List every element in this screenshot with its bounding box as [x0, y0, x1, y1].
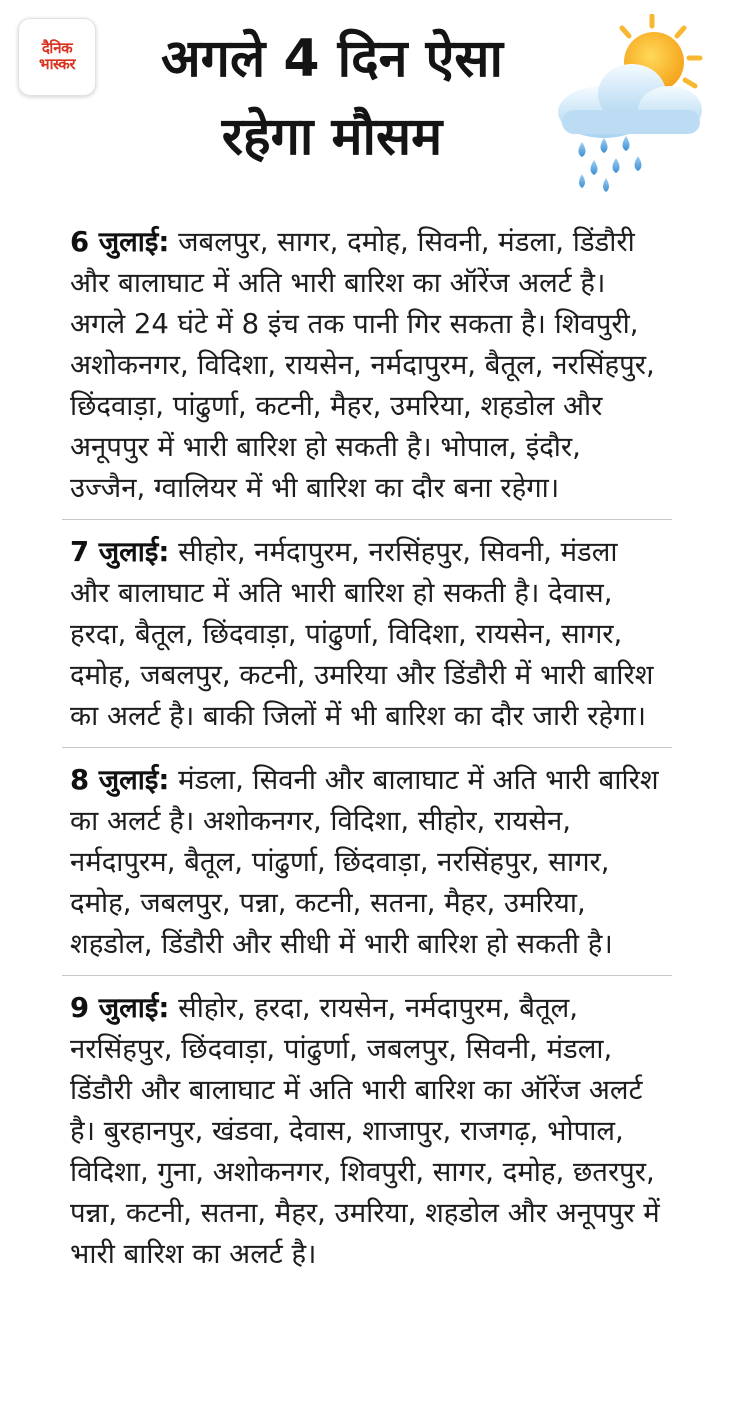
forecast-text: जबलपुर, सागर, दमोह, सिवनी, मंडला, डिंडौरी और बालाघाट में अति भारी बारिश का ऑरेंज अलर्ट है। अगले 24 घंटे में 8 इंच तक पानी गिर सकता है। शिवपुरी, अशोकनगर, विदिशा, रायसेन, नर्मदापुरम, बैतूल, नरसिंहपुर, छिंदवाड़ा, पांढुर्णा, कटनी, मैहर, उमरिया, शहडोल और अनूपपुर में भारी बारिश हो सकती है। भोपाल, इंदौर, उज्जैन, ग्वालियर में भी बारिश का दौर बना रहेगा।: [70, 226, 655, 504]
title-line-2: रहेगा मौसम: [221, 107, 443, 167]
rain-drops: [579, 136, 642, 192]
forecast-date: 9 जुलाई:: [70, 992, 170, 1024]
title-line-1: अगले 4 दिन ऐसा: [160, 29, 504, 89]
forecast-text: सीहोर, हरदा, रायसेन, नर्मदापुरम, बैतूल, नरसिंहपुर, छिंदवाड़ा, पांढुर्णा, जबलपुर, सिवनी, मंडला, डिंडौरी और बालाघाट में अति भारी बारिश का ऑरेंज अलर्ट है। बुरहानपुर, खंडवा, देवास, शाजापुर, राजगढ़, भोपाल, विदिशा, गुना, अशोकनगर, शिवपुरी, सागर, दमोह, छतरपुर, पन्ना, कटनी, सतना, मैहर, उमरिया, शहडोल और अनूपपुर में भारी बारिश का अलर्ट है।: [70, 992, 660, 1270]
forecast-day-9: [62, 976, 672, 1285]
forecast-text: मंडला, सिवनी और बालाघाट में अति भारी बारिश का अलर्ट है। अशोकनगर, विदिशा, सीहोर, रायसेन, नर्मदापुरम, बैतूल, पांढुर्णा, छिंदवाड़ा, नरसिंहपुर, सागर, दमोह, जबलपुर, पन्ना, कटनी, सतना, मैहर, उमरिया, शहडोल, डिंडौरी और सीधी में भारी बारिश हो सकती है।: [70, 764, 659, 960]
forecast-text: सीहोर, नर्मदापुरम, नरसिंहपुर, सिवनी, मंडला और बालाघाट में अति भारी बारिश हो सकती है। देवास, हरदा, बैतूल, छिंदवाड़ा, पांढुर्णा, विदिशा, रायसेन, सागर, दमोह, जबलपुर, कटनी, उमरिया और डिंडौरी में भारी बारिश का अलर्ट है। बाकी जिलों में भी बारिश का दौर जारी रहेगा।: [70, 536, 654, 732]
dainik-bhaskar-logo[interactable]: [18, 18, 96, 96]
forecast-date: 7 जुलाई:: [70, 536, 170, 568]
logo-line-2: भास्कर: [39, 55, 75, 73]
forecast-day-6: [62, 222, 672, 520]
sun-cloud-rain-icon: [552, 14, 712, 194]
forecast-list: [62, 222, 672, 1285]
forecast-day-8: [62, 748, 672, 976]
logo-line-1: दैनिक: [41, 39, 73, 58]
forecast-day-7: [62, 520, 672, 748]
page-title: [112, 20, 552, 176]
forecast-date: 6 जुलाई:: [70, 226, 170, 258]
forecast-date: 8 जुलाई:: [70, 764, 170, 796]
